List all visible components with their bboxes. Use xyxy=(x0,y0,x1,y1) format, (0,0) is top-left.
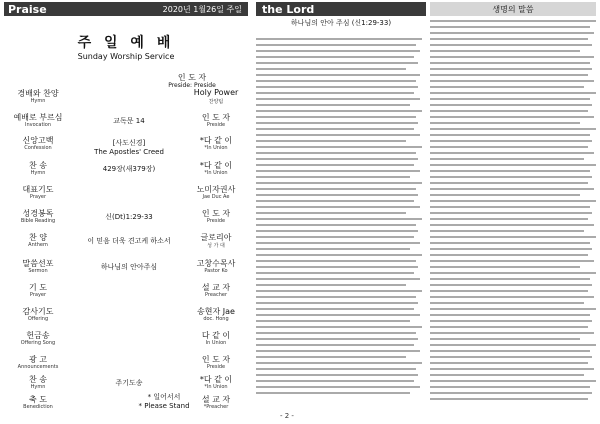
text-line xyxy=(430,20,596,22)
item-en: Prayer xyxy=(29,292,47,298)
left-column xyxy=(4,2,248,420)
text-line xyxy=(430,242,590,244)
text-line xyxy=(256,122,418,124)
item-en: Announcements xyxy=(17,364,59,370)
item-right-ko: 인 도 자 xyxy=(201,113,231,122)
text-line xyxy=(430,254,588,256)
text-line xyxy=(430,302,584,304)
item-right-en: *In Union xyxy=(204,170,228,176)
item-ko: 광 고 xyxy=(29,355,47,364)
sermon-subtitle: 하나님의 안아 주심 (신1:29-33) xyxy=(290,19,392,27)
item-mid: 429장(새379장) xyxy=(102,165,156,173)
item-right-ko: *다 같 이 xyxy=(199,136,233,145)
text-line xyxy=(430,380,596,382)
text-line xyxy=(256,86,418,88)
item-right-ko: 글로리아 xyxy=(200,233,232,242)
text-line xyxy=(256,248,410,250)
text-line xyxy=(430,230,584,232)
item-ko: 신앙고백 xyxy=(22,136,54,145)
text-line xyxy=(430,92,596,94)
text-line xyxy=(430,356,592,358)
word-of-life-title: 생명의 말씀 xyxy=(492,5,534,14)
item-en: Hymn xyxy=(30,170,46,176)
text-line xyxy=(430,248,592,250)
text-line xyxy=(430,56,594,58)
text-line xyxy=(430,338,580,340)
item-mid: 교독문 14 xyxy=(113,117,145,125)
text-line xyxy=(256,68,406,70)
item-mid: 하나님의 안아주심 xyxy=(100,263,158,271)
text-line xyxy=(430,374,584,376)
text-line xyxy=(430,182,588,184)
text-line xyxy=(256,218,422,220)
item-right-en: *In Union xyxy=(204,145,228,151)
item-ko: 감사기도 xyxy=(22,307,54,316)
right-header xyxy=(430,2,596,16)
item-ko: 예배로 부르심 xyxy=(13,113,63,122)
item-mid: 신(Dt)1:29-33 xyxy=(105,213,153,221)
left-header xyxy=(4,2,248,16)
praise-label: Praise xyxy=(8,3,47,16)
item-en: Prayer xyxy=(29,194,47,200)
text-line xyxy=(256,176,410,178)
text-line xyxy=(256,260,416,262)
item-en: Hymn xyxy=(30,384,46,390)
item-right-en: Preside xyxy=(206,122,226,128)
order-row xyxy=(4,88,248,108)
item-en: Confession xyxy=(24,145,52,151)
text-line xyxy=(430,98,590,100)
text-line xyxy=(430,320,592,322)
text-line xyxy=(256,182,422,184)
item-right-ko: 노미자권사 xyxy=(196,185,236,194)
item-en: Offering Song xyxy=(20,340,56,346)
stand-note-en: * Please Stand xyxy=(138,402,190,410)
text-line xyxy=(430,176,592,178)
text-line xyxy=(256,44,416,46)
text-line xyxy=(430,344,596,346)
item-right-ko: *다 같 이 xyxy=(199,375,233,384)
text-line xyxy=(430,272,596,274)
text-line xyxy=(256,74,420,76)
center-column xyxy=(256,2,426,420)
text-line xyxy=(256,392,410,394)
item-right-ko: 송현자 Jae xyxy=(197,307,235,316)
text-line xyxy=(430,350,590,352)
text-line xyxy=(430,188,594,190)
text-line xyxy=(430,164,596,166)
text-line xyxy=(256,92,414,94)
item-ko: 성경봉독 xyxy=(22,209,54,218)
text-line xyxy=(430,314,590,316)
text-line xyxy=(256,170,420,172)
worship-subtitle: Sunday Worship Service xyxy=(77,52,175,61)
item-right-en: Preside xyxy=(206,364,226,370)
item-en: Offering xyxy=(27,316,49,322)
item-right-en: 찬양팀 xyxy=(208,99,224,105)
text-line xyxy=(256,224,416,226)
text-line xyxy=(430,392,592,394)
item-mid: 이 믿음 더욱 견고케 하소서 xyxy=(87,237,171,245)
order-row xyxy=(4,306,248,326)
item-ko: 기 도 xyxy=(29,283,47,292)
text-line xyxy=(256,284,406,286)
item-mid: [사도신경] The Apostles' Creed xyxy=(94,139,164,156)
text-line xyxy=(256,278,420,280)
text-line xyxy=(430,398,588,400)
item-ko: 축 도 xyxy=(29,395,47,404)
text-line xyxy=(430,38,588,40)
text-line xyxy=(256,236,414,238)
worship-title: 주 일 예 배 xyxy=(77,35,175,51)
text-line xyxy=(430,224,594,226)
text-line xyxy=(256,296,416,298)
text-line xyxy=(430,200,596,202)
item-en: Invocation xyxy=(24,122,52,128)
right-column xyxy=(430,2,596,420)
text-line xyxy=(430,68,592,70)
text-line xyxy=(430,140,592,142)
text-line xyxy=(430,284,592,286)
text-line xyxy=(430,134,590,136)
text-line xyxy=(256,98,420,100)
text-line xyxy=(256,212,406,214)
text-line xyxy=(430,32,594,34)
item-right-en: 성 가 대 xyxy=(207,243,225,249)
text-line xyxy=(256,152,416,154)
item-right-en: *In Union xyxy=(204,384,228,390)
text-line xyxy=(256,362,422,364)
text-line xyxy=(256,164,414,166)
text-line xyxy=(256,266,418,268)
text-line xyxy=(430,362,588,364)
text-line xyxy=(256,272,414,274)
text-line xyxy=(430,110,588,112)
text-line xyxy=(430,260,594,262)
text-line xyxy=(430,62,590,64)
text-line xyxy=(256,374,418,376)
item-right-en: Pastor Ko xyxy=(204,268,228,274)
order-row xyxy=(4,374,248,394)
text-line xyxy=(430,290,588,292)
text-line xyxy=(430,158,584,160)
text-line xyxy=(430,152,594,154)
text-line xyxy=(430,236,596,238)
item-ko: 경배와 찬양 xyxy=(17,89,59,98)
item-right-ko: 설 교 자 xyxy=(201,395,231,404)
order-row xyxy=(4,330,248,350)
text-line xyxy=(430,368,594,370)
text-line xyxy=(430,86,584,88)
text-line xyxy=(430,50,580,52)
text-line xyxy=(430,194,580,196)
text-line xyxy=(256,116,416,118)
item-en: Anthem xyxy=(28,242,48,248)
page-number: - 2 - xyxy=(280,412,294,420)
text-line xyxy=(256,56,414,58)
text-line xyxy=(256,158,418,160)
item-en: Benediction xyxy=(23,404,53,410)
item-right-en: Jae Duc Ae xyxy=(202,194,230,200)
stand-note-ko: * 일어서서 xyxy=(147,393,181,401)
item-ko: 찬 송 xyxy=(29,375,47,384)
text-line xyxy=(256,140,406,142)
item-mid: 주기도송 xyxy=(115,379,143,387)
item-ko: 찬 양 xyxy=(29,233,47,242)
text-line xyxy=(256,194,418,196)
text-line xyxy=(256,368,416,370)
text-line xyxy=(430,122,580,124)
text-line xyxy=(430,386,590,388)
item-right-ko: 다 같 이 xyxy=(201,331,231,340)
text-line xyxy=(256,110,422,112)
item-ko: 말씀선포 xyxy=(22,259,54,268)
item-right-en: doc. Hong xyxy=(203,316,229,322)
order-row xyxy=(4,112,248,132)
text-line xyxy=(256,38,422,40)
order-row xyxy=(4,354,248,374)
text-line xyxy=(256,254,422,256)
text-line xyxy=(430,212,592,214)
order-row xyxy=(4,184,248,204)
text-line xyxy=(430,170,590,172)
text-line xyxy=(430,332,594,334)
text-line xyxy=(430,326,588,328)
text-line xyxy=(256,350,420,352)
text-line xyxy=(430,74,588,76)
order-row xyxy=(4,258,248,278)
item-right-ko: Holy Power xyxy=(193,88,239,97)
text-line xyxy=(430,80,594,82)
text-line xyxy=(430,104,592,106)
text-line xyxy=(430,128,596,130)
item-ko: 대표기도 xyxy=(22,185,54,194)
text-line xyxy=(256,104,410,106)
text-line xyxy=(256,302,418,304)
text-line xyxy=(256,242,420,244)
item-en: Hymn xyxy=(30,98,46,104)
order-row xyxy=(4,135,248,155)
leader-en: Preside: Preside xyxy=(168,82,216,89)
stand-note xyxy=(104,392,224,410)
text-line xyxy=(256,80,416,82)
text-line xyxy=(430,26,590,28)
text-line xyxy=(256,206,420,208)
text-line xyxy=(256,386,420,388)
center-header xyxy=(256,2,426,16)
item-right-ko: *다 같 이 xyxy=(199,161,233,170)
text-line xyxy=(256,290,422,292)
text-line xyxy=(256,332,416,334)
item-right-ko: 인 도 자 xyxy=(201,355,231,364)
item-ko: 헌금송 xyxy=(26,331,50,340)
item-ko: 찬 송 xyxy=(29,161,47,170)
text-line xyxy=(256,200,414,202)
order-row xyxy=(4,282,248,302)
text-line xyxy=(256,338,418,340)
item-right-ko: 설 교 자 xyxy=(201,283,231,292)
order-row xyxy=(4,208,248,228)
text-line xyxy=(430,44,592,46)
text-line xyxy=(256,128,414,130)
text-line xyxy=(256,50,420,52)
leader-label: 인 도 자 xyxy=(177,73,207,82)
item-en: Sermon xyxy=(28,268,48,274)
text-line xyxy=(256,308,414,310)
item-right-en: *Preacher xyxy=(203,404,229,410)
item-right-en: Preacher xyxy=(204,292,228,298)
text-line xyxy=(256,320,410,322)
text-line xyxy=(430,116,594,118)
order-row xyxy=(4,232,248,252)
text-line xyxy=(256,230,418,232)
text-line xyxy=(430,146,588,148)
order-row xyxy=(4,160,248,180)
text-line xyxy=(430,278,590,280)
text-line xyxy=(430,266,580,268)
item-right-ko: 인 도 자 xyxy=(201,209,231,218)
text-line xyxy=(430,296,594,298)
item-right-ko: 고창수목사 xyxy=(196,259,236,268)
text-line xyxy=(256,146,422,148)
item-right-en: Preside xyxy=(206,218,226,224)
text-line xyxy=(256,62,418,64)
item-en: Bible Reading xyxy=(20,218,56,224)
text-line xyxy=(256,314,420,316)
text-line xyxy=(256,326,422,328)
text-line xyxy=(256,356,406,358)
the-lord-label: the Lord xyxy=(262,3,315,16)
text-line xyxy=(256,380,414,382)
text-line xyxy=(430,308,596,310)
text-line xyxy=(430,218,588,220)
text-line xyxy=(256,188,416,190)
text-line xyxy=(430,206,590,208)
item-right-en: In Union xyxy=(205,340,227,346)
text-line xyxy=(256,344,414,346)
text-line xyxy=(256,134,420,136)
bulletin-date: 2020년 1월26일 주일 xyxy=(162,5,242,14)
